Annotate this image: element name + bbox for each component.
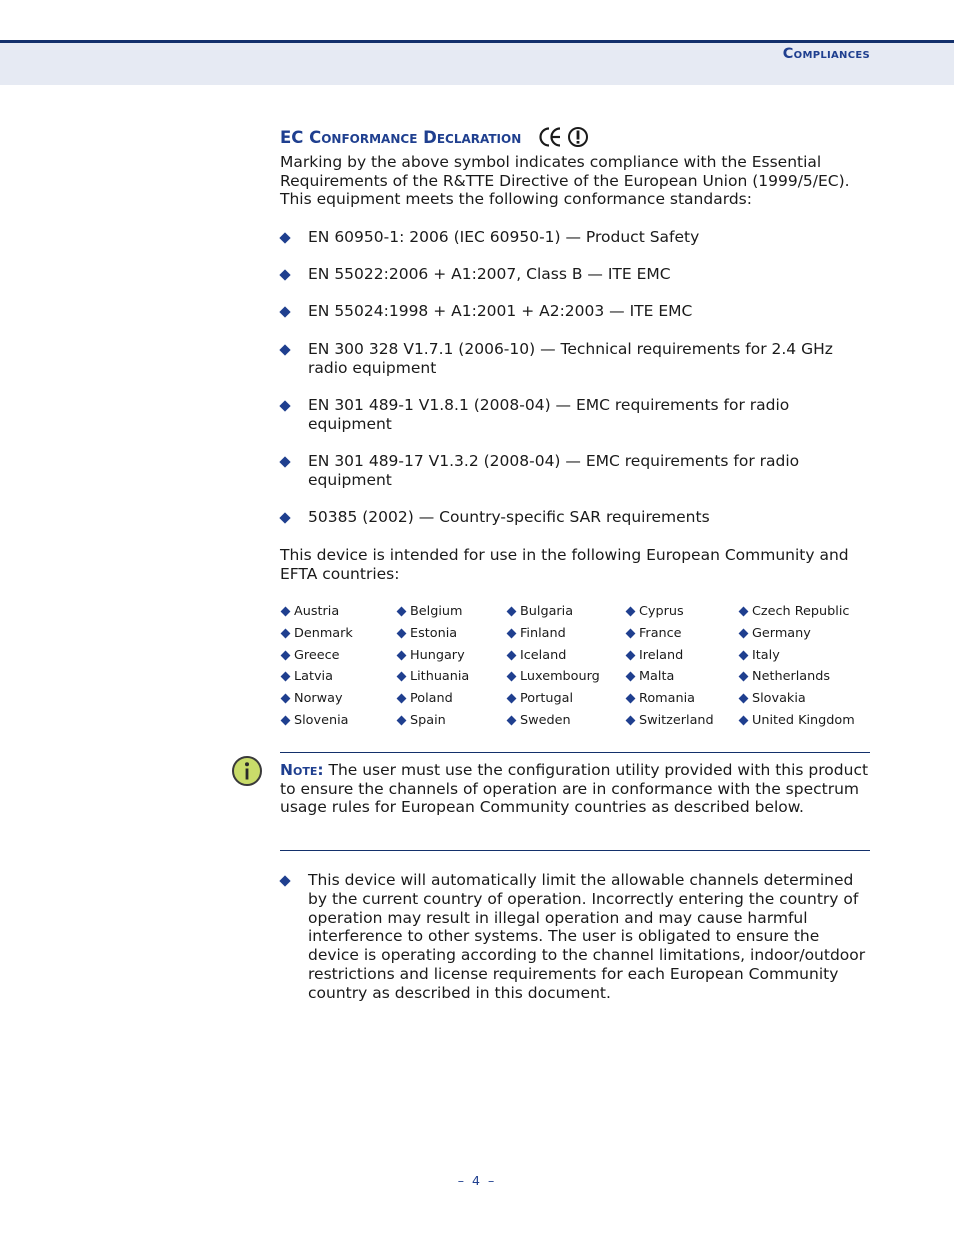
country-item: Austria — [280, 603, 396, 621]
diamond-bullet-icon — [279, 306, 290, 317]
diamond-bullet-icon — [279, 456, 290, 467]
info-icon — [232, 756, 262, 786]
country-item: Bulgaria — [506, 603, 625, 621]
intro-paragraph-block — [280, 153, 870, 209]
list-item: EN 55022:2006 + A1:2007, Class B — ITE EMC — [280, 265, 671, 284]
diamond-bullet-icon — [279, 269, 290, 280]
country-item: United Kingdom — [738, 712, 870, 730]
diamond-bullet-icon — [397, 650, 407, 660]
country-item: Iceland — [506, 647, 625, 665]
list-item: 50385 (2002) — Country-specific SAR requirements — [280, 508, 710, 527]
diamond-bullet-icon — [739, 694, 749, 704]
country-item: Sweden — [506, 712, 625, 730]
diamond-bullet-icon — [279, 344, 290, 355]
diamond-bullet-icon — [739, 607, 749, 617]
country-item: Slovenia — [280, 712, 396, 730]
diamond-bullet-icon — [507, 628, 517, 638]
note-top-rule — [280, 752, 870, 753]
diamond-bullet-icon — [507, 607, 517, 617]
country-item: Finland — [506, 625, 625, 643]
list-item: EN 300 328 V1.7.1 (2006-10) — Technical requirements for 2.4 GHz radio equipment — [280, 340, 870, 378]
diamond-bullet-icon — [281, 628, 291, 638]
diamond-bullet-icon — [281, 650, 291, 660]
country-item: Portugal — [506, 690, 625, 708]
list-item: EN 55024:1998 + A1:2001 + A2:2003 — ITE EMC — [280, 302, 692, 321]
page-number: – 4 – — [457, 1173, 497, 1188]
note-label: Note: — [280, 761, 324, 779]
country-item: Denmark — [280, 625, 396, 643]
diamond-bullet-icon — [279, 875, 290, 886]
country-item: Slovakia — [738, 690, 870, 708]
country-item: Belgium — [396, 603, 506, 621]
diamond-bullet-icon — [739, 650, 749, 660]
country-item: Italy — [738, 647, 870, 665]
diamond-bullet-icon — [626, 628, 636, 638]
country-item: Luxembourg — [506, 668, 625, 686]
country-item: Malta — [625, 668, 738, 686]
diamond-bullet-icon — [397, 607, 407, 617]
country-item: Netherlands — [738, 668, 870, 686]
note-bottom-rule — [280, 850, 870, 851]
country-item: Greece — [280, 647, 396, 665]
diamond-bullet-icon — [507, 716, 517, 726]
diamond-bullet-icon — [281, 607, 291, 617]
section-title-text: EC Conformance Declaration — [280, 127, 522, 147]
countries-intro: This device is intended for use in the following European Community and EFTA countries: — [280, 546, 849, 583]
country-item: Poland — [396, 690, 506, 708]
note-text — [280, 761, 870, 817]
diamond-bullet-icon — [281, 694, 291, 704]
diamond-bullet-icon — [397, 716, 407, 726]
diamond-bullet-icon — [507, 650, 517, 660]
country-item: Cyprus — [625, 603, 738, 621]
list-item: EN 301 489-17 V1.3.2 (2008-04) — EMC requirements for radio equipment — [280, 452, 870, 490]
country-item: Germany — [738, 625, 870, 643]
country-item: Romania — [625, 690, 738, 708]
final-bullet-text: This device will automatically limit the allowable channels determined by the current country of operation. Incorrectly entering the country of operation may result in illegal operation and may cause harmful interference to other systems. The user is obligated to ensure the device is operating according to the channel limitations, indoor/outdoor restrictions and license requirements for each European Community country as described in this document. — [308, 871, 866, 1002]
diamond-bullet-icon — [279, 512, 290, 523]
diamond-bullet-icon — [739, 628, 749, 638]
intro-paragraph: Marking by the above symbol indicates compliance with the Essential Requirements of the R&TTE Directive of the European Union (1999/5/EC). This equipment meets the following conformance standards: — [280, 153, 850, 209]
running-header-title: Compliances — [782, 46, 870, 62]
diamond-bullet-icon — [626, 716, 636, 726]
countries-grid — [280, 603, 870, 730]
country-item: Latvia — [280, 668, 396, 686]
diamond-bullet-icon — [279, 232, 290, 243]
diamond-bullet-icon — [397, 672, 407, 682]
diamond-bullet-icon — [739, 716, 749, 726]
diamond-bullet-icon — [507, 672, 517, 682]
diamond-bullet-icon — [739, 672, 749, 682]
diamond-bullet-icon — [626, 607, 636, 617]
country-item: Switzerland — [625, 712, 738, 730]
diamond-bullet-icon — [507, 694, 517, 704]
country-item: Norway — [280, 690, 396, 708]
diamond-bullet-icon — [626, 694, 636, 704]
section-title — [280, 125, 589, 149]
diamond-bullet-icon — [397, 694, 407, 704]
note-block — [280, 761, 870, 817]
country-item: Lithuania — [396, 668, 506, 686]
countries-intro-block — [280, 546, 870, 583]
list-item: EN 60950-1: 2006 (IEC 60950-1) — Product Safety — [280, 228, 699, 247]
ce-mark-icon — [535, 125, 589, 149]
country-item: Spain — [396, 712, 506, 730]
list-item — [280, 871, 870, 1003]
diamond-bullet-icon — [281, 672, 291, 682]
diamond-bullet-icon — [626, 672, 636, 682]
country-item: Czech Republic — [738, 603, 870, 621]
diamond-bullet-icon — [279, 400, 290, 411]
diamond-bullet-icon — [281, 716, 291, 726]
note-body: The user must use the configuration utility provided with this product to ensure the channels of operation are in conformance with the spectrum usage rules for European Community countries as described below. — [280, 761, 869, 817]
list-item: EN 301 489-1 V1.8.1 (2008-04) — EMC requirements for radio equipment — [280, 396, 870, 434]
country-item: Hungary — [396, 647, 506, 665]
country-item: France — [625, 625, 738, 643]
country-item: Estonia — [396, 625, 506, 643]
diamond-bullet-icon — [626, 650, 636, 660]
diamond-bullet-icon — [397, 628, 407, 638]
country-item: Ireland — [625, 647, 738, 665]
